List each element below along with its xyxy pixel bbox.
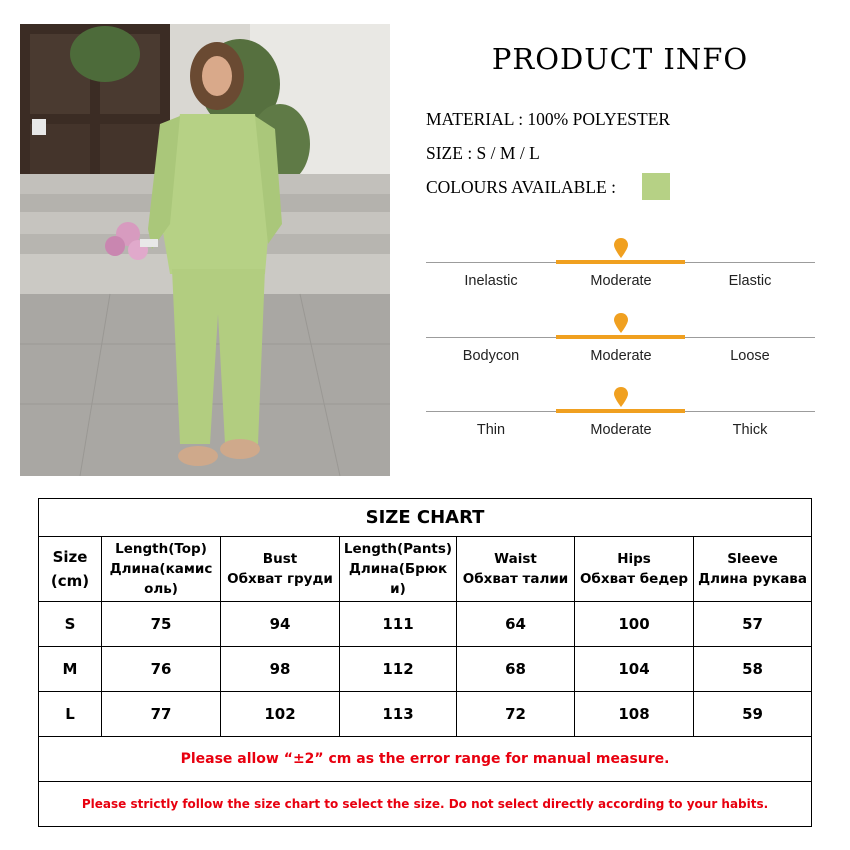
thickness-scale [426,411,815,451]
table-cell: 58 [694,647,812,692]
table-cell: 112 [340,647,457,692]
column-header-hips: Hips Обхват бедер [575,537,694,602]
column-header-length-top: Length(Top) Длина(камис оль) [102,537,221,602]
product-photo [20,24,390,476]
table-cell: 100 [575,602,694,647]
column-header-size: Size (cm) [39,537,102,602]
scale-highlight [556,409,685,413]
product-info-title: PRODUCT INFO [491,42,749,76]
scale-right-label: Loose [730,348,770,364]
table-cell: 68 [457,647,575,692]
scale-left-label: Bodycon [462,348,520,364]
table-cell: 76 [102,647,221,692]
location-pin-icon [614,313,628,333]
column-header-waist: Waist Обхват талии [457,537,575,602]
table-cell: 59 [694,692,812,737]
scale-right-label: Elastic [728,273,772,289]
table-cell: 57 [694,602,812,647]
location-pin-icon [614,387,628,407]
scale-middle-label: Moderate [590,348,652,364]
table-cell: 108 [575,692,694,737]
size-text: SIZE : S / M / L [426,143,540,163]
scale-right-label: Thick [732,422,768,438]
column-header-length-pants: Length(Pants) Длина(Брюк и) [340,537,457,602]
table-cell: 64 [457,602,575,647]
table-cell: 111 [340,602,457,647]
scale-middle-label: Moderate [590,273,652,289]
table-row [39,692,812,737]
elasticity-scale [426,262,815,302]
size-chart-title: SIZE CHART [39,499,812,537]
table-cell: L [39,692,102,737]
column-header-bust: Bust Обхват груди [221,537,340,602]
table-row [39,602,812,647]
material-text: MATERIAL : 100% POLYESTER [426,109,671,129]
size-selection-note: Please strictly follow the size chart to select the size. Do not select directly according to your habits. [39,782,812,827]
error-range-note: Please allow “±2” cm as the error range for manual measure. [39,737,812,782]
scale-left-label: Thin [476,422,506,438]
colour-swatch [642,173,670,200]
table-row [39,647,812,692]
table-cell: 77 [102,692,221,737]
table-cell: 102 [221,692,340,737]
table-cell: 72 [457,692,575,737]
table-cell: 94 [221,602,340,647]
size-chart-table [38,498,812,827]
table-cell: M [39,647,102,692]
scale-highlight [556,260,685,264]
table-cell: 104 [575,647,694,692]
table-cell: 75 [102,602,221,647]
column-header-sleeve: Sleeve Длина рукава [694,537,812,602]
scale-highlight [556,335,685,339]
scale-left-label: Inelastic [464,273,518,289]
location-pin-icon [614,238,628,258]
fit-scale [426,337,815,377]
table-cell: 113 [340,692,457,737]
size-chart-header [39,537,812,602]
table-cell: 98 [221,647,340,692]
table-cell: S [39,602,102,647]
scale-middle-label: Moderate [590,422,652,438]
colours-text: COLOURS AVAILABLE : [426,177,616,197]
